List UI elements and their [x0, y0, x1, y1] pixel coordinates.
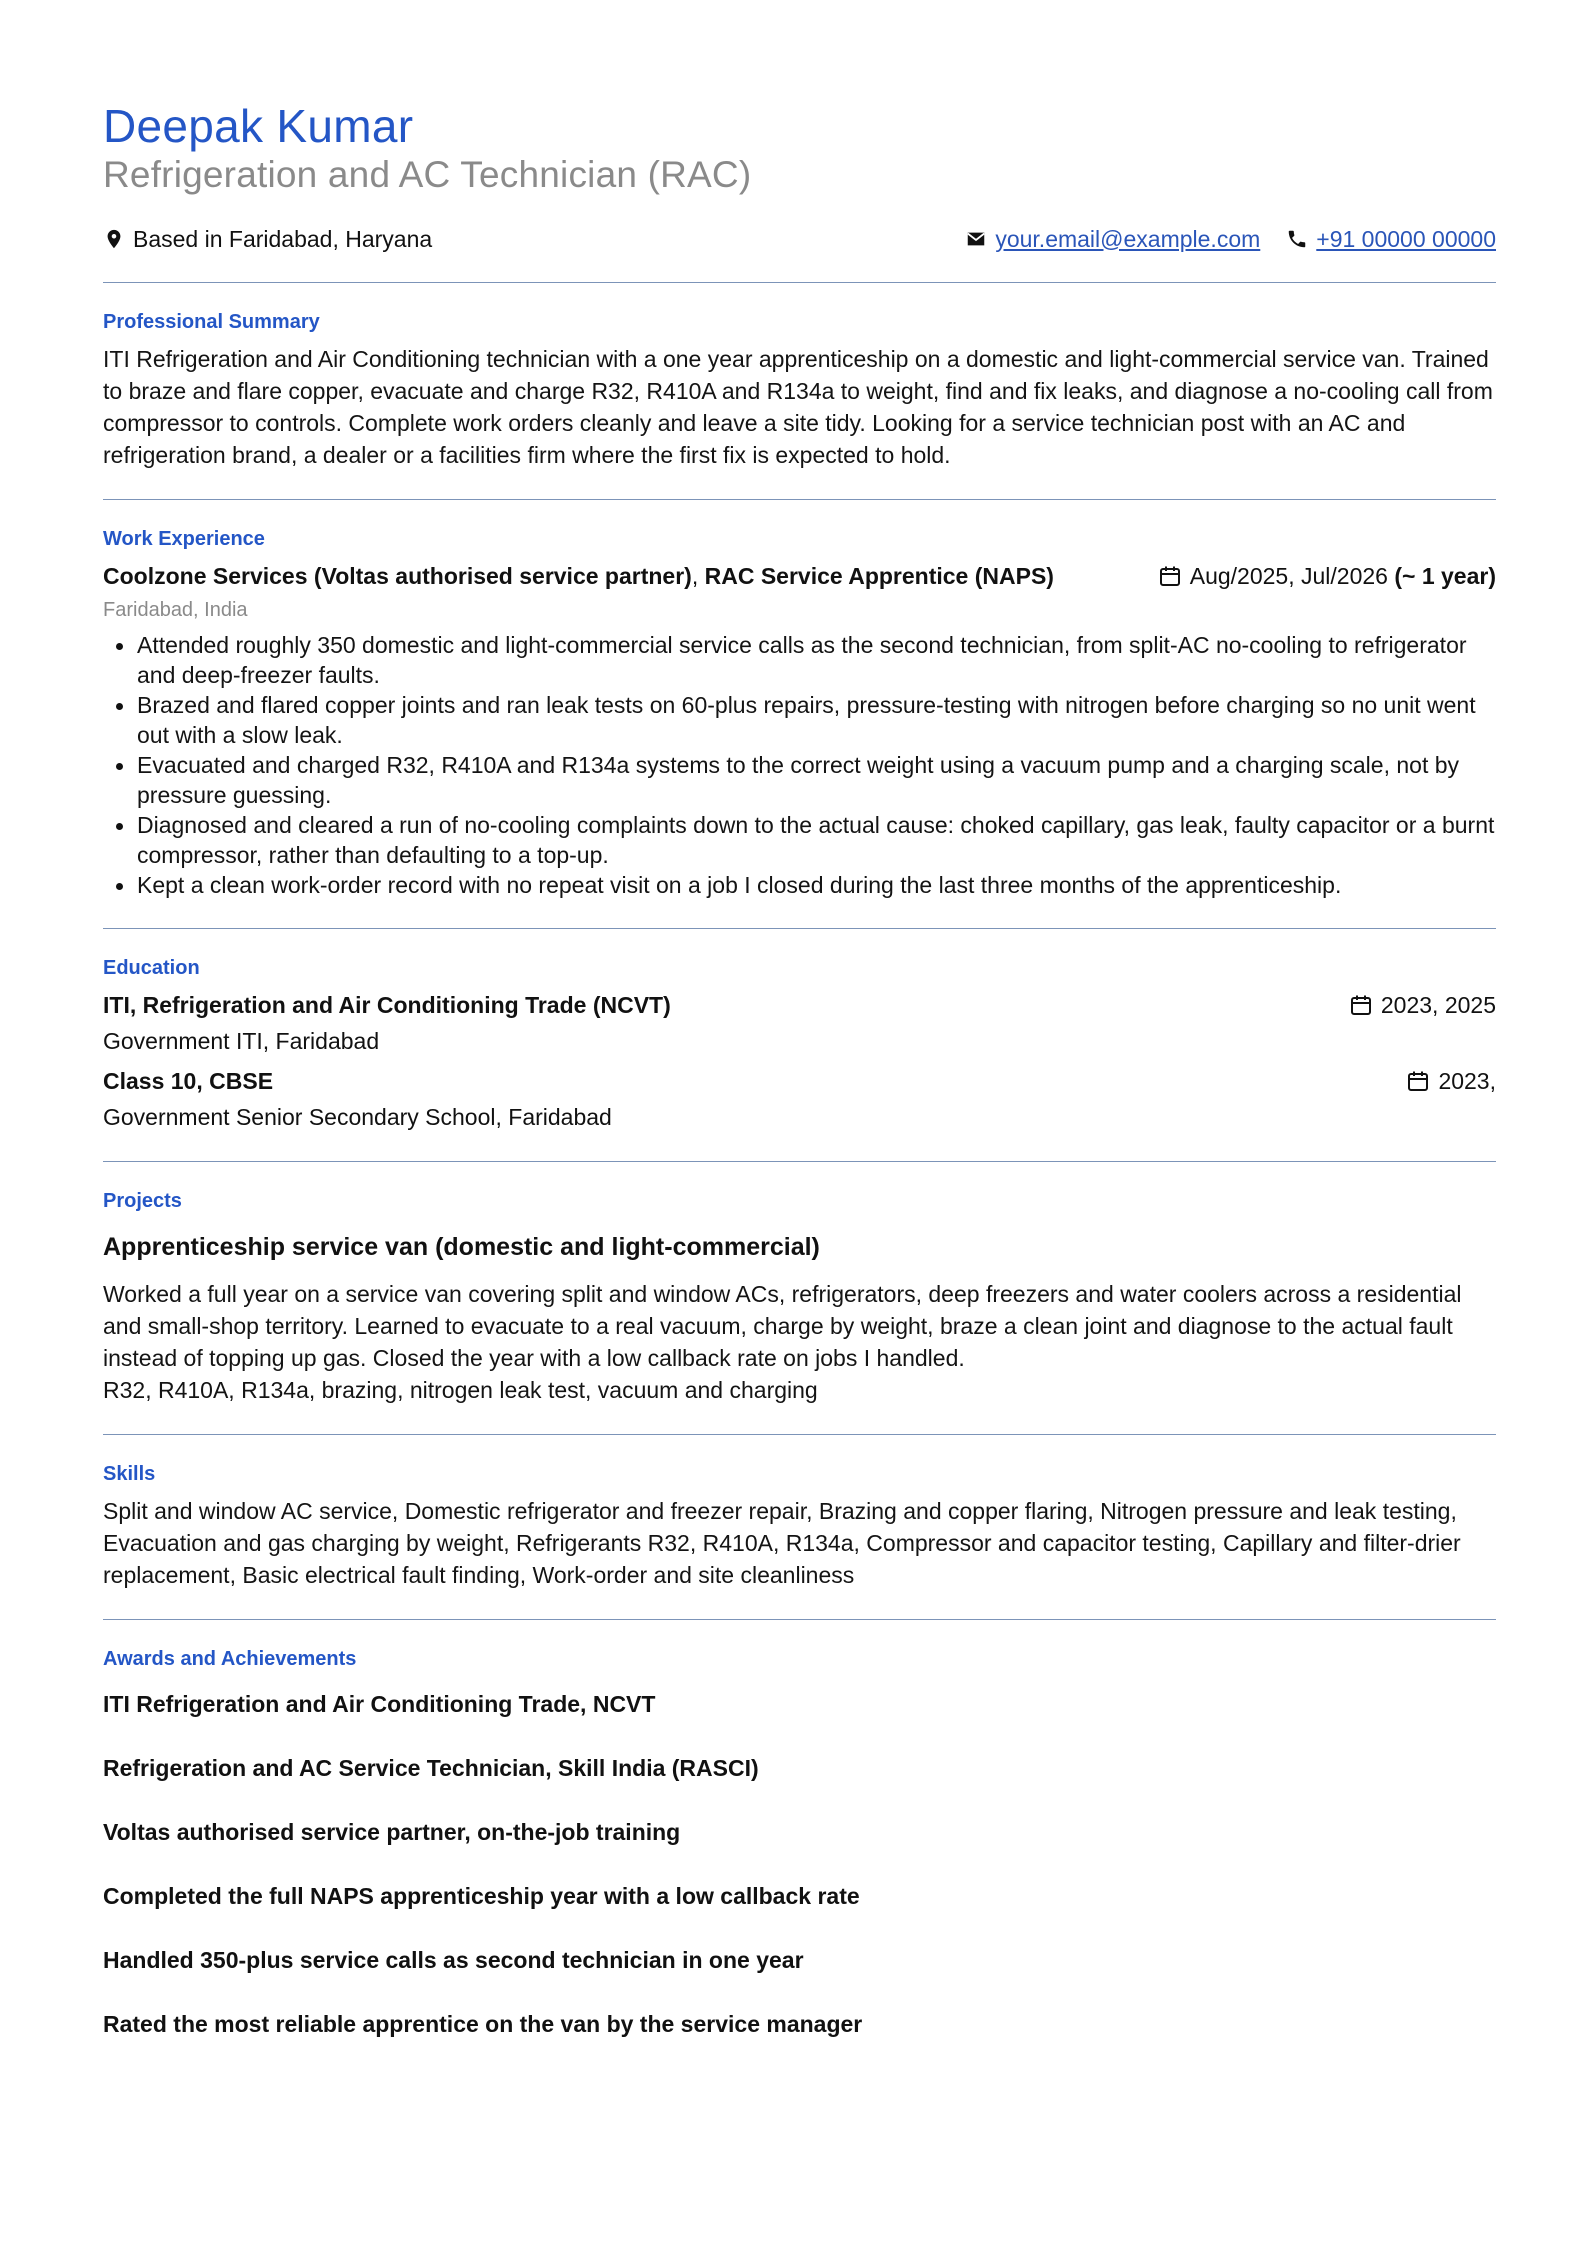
- section-heading: Work Experience: [103, 528, 265, 550]
- experience-bullets: [103, 630, 1496, 900]
- projects-section: [103, 1162, 1496, 1406]
- map-pin-icon: [103, 228, 125, 250]
- list-item: Kept a clean work-order record with no repeat visit on a job I closed during the last three months of the apprenticeship.: [103, 870, 1496, 900]
- contact-links: [939, 226, 1496, 253]
- phone-item: [1286, 226, 1496, 253]
- email-link[interactable]: your.email@example.com: [995, 225, 1261, 252]
- duration: (~ 1 year): [1394, 563, 1496, 589]
- list-item: Brazed and flared copper joints and ran leak tests on 60-plus repairs, pressure-testing with nitrogen before charging so no unit went out with a slow leak.: [103, 690, 1496, 750]
- title-separator: ,: [691, 563, 705, 589]
- section-heading: Awards and Achievements: [103, 1648, 357, 1670]
- date-range: Aug/2025, Jul/2026: [1189, 563, 1388, 589]
- job-role: RAC Service Apprentice (NAPS): [704, 563, 1054, 589]
- section-heading: Education: [103, 957, 200, 979]
- candidate-title: Refrigeration and AC Technician (RAC): [103, 154, 752, 195]
- award-item: Handled 350-plus service calls as second technician in one year: [103, 1947, 804, 1973]
- calendar-icon: [1406, 1069, 1430, 1093]
- date-range: 2023,: [1438, 1068, 1496, 1094]
- email-item: [965, 226, 1260, 253]
- degree-name: Class 10, CBSE: [103, 1068, 274, 1094]
- award-item: Voltas authorised service partner, on-the-job training: [103, 1819, 681, 1845]
- list-item: Attended roughly 350 domestic and light-commercial service calls as the second technician, from split-AC no-cooling to refrigerator and deep-freezer faults.: [103, 630, 1496, 690]
- company-name: Coolzone Services (Voltas authorised service partner): [103, 563, 692, 589]
- award-item: Completed the full NAPS apprenticeship year with a low callback rate: [103, 1883, 860, 1909]
- education-dates: [1406, 1065, 1496, 1097]
- school-name: Government ITI, Faridabad: [103, 1028, 380, 1054]
- contact-row: [103, 224, 1496, 254]
- education-entry: [103, 1065, 1496, 1097]
- phone-icon: [1286, 228, 1308, 250]
- project-tools: R32, R410A, R134a, brazing, nitrogen leak test, vacuum and charging: [103, 1377, 818, 1403]
- education-dates: [1349, 989, 1496, 1021]
- candidate-name: Deepak Kumar: [103, 100, 414, 152]
- location-item: [103, 226, 432, 253]
- experience-location: Faridabad, India: [103, 599, 248, 621]
- list-item: Diagnosed and cleared a run of no-cooling complaints down to the actual cause: choked capillary, gas leak, faulty capacitor or a burnt compressor, rather than defaulting to a top-up.: [103, 810, 1496, 870]
- skills-text: Split and window AC service, Domestic refrigerator and freezer repair, Brazing and copper flaring, Nitrogen pressure and leak testing, Evacuation and gas charging by weight, Refrigerants R32, R410A, R134a, Compressor and capacitor testing, Capillary and filter-drier replacement, Basic electrical fault finding, Work-order and site cleanliness: [103, 1498, 1461, 1588]
- project-description: Worked a full year on a service van covering split and window ACs, refrigerators, deep freezers and water coolers across a residential and small-shop territory. Learned to evacuate to a real vacuum, charge by weight, braze a clean joint and diagnose to the actual fault instead of topping up gas. Closed the year with a low callback rate on jobs I handled.: [103, 1281, 1462, 1371]
- section-heading: Skills: [103, 1463, 156, 1485]
- section-heading: Professional Summary: [103, 311, 320, 333]
- award-item: Rated the most reliable apprentice on the van by the service manager: [103, 2011, 863, 2037]
- skills-section: [103, 1435, 1496, 1591]
- calendar-icon: [1158, 564, 1182, 588]
- date-range: 2023, 2025: [1380, 992, 1496, 1018]
- calendar-icon: [1349, 993, 1373, 1017]
- summary-text: ITI Refrigeration and Air Conditioning technician with a one year apprenticeship on a domestic and light-commercial service van. Trained to braze and flare copper, evacuate and charge R32, R410A and R134a to weight, find and fix leaks, and diagnose a no-cooling call from compressor to controls. Complete work orders cleanly and leave a site tidy. Looking for a service technician post with an AC and refrigeration brand, a dealer or a facilities firm where the first fix is expected to hold.: [103, 346, 1493, 468]
- experience-header: [103, 560, 1496, 592]
- education-section: [103, 929, 1496, 1133]
- envelope-icon: [965, 228, 987, 250]
- list-item: Evacuated and charged R32, R410A and R134a systems to the correct weight using a vacuum pump and a charging scale, not by pressure guessing.: [103, 750, 1496, 810]
- education-entry: [103, 989, 1496, 1021]
- degree-name: ITI, Refrigeration and Air Conditioning Trade (NCVT): [103, 992, 671, 1018]
- resume-page: [103, 98, 1496, 2040]
- project-title: Apprenticeship service van (domestic and light-commercial): [103, 1233, 820, 1261]
- award-item: ITI Refrigeration and Air Conditioning Trade, NCVT: [103, 1691, 656, 1717]
- school-name: Government Senior Secondary School, Faridabad: [103, 1104, 612, 1130]
- awards-section: [103, 1620, 1496, 2040]
- summary-section: [103, 283, 1496, 471]
- location-text: Based in Faridabad, Haryana: [133, 225, 433, 252]
- experience-dates: [1158, 560, 1496, 592]
- phone-link[interactable]: +91 00000 00000: [1316, 225, 1496, 252]
- experience-title: [103, 560, 1054, 592]
- experience-section: [103, 500, 1496, 900]
- award-item: Refrigeration and AC Service Technician, Skill India (RASCI): [103, 1755, 759, 1781]
- section-heading: Projects: [103, 1190, 182, 1212]
